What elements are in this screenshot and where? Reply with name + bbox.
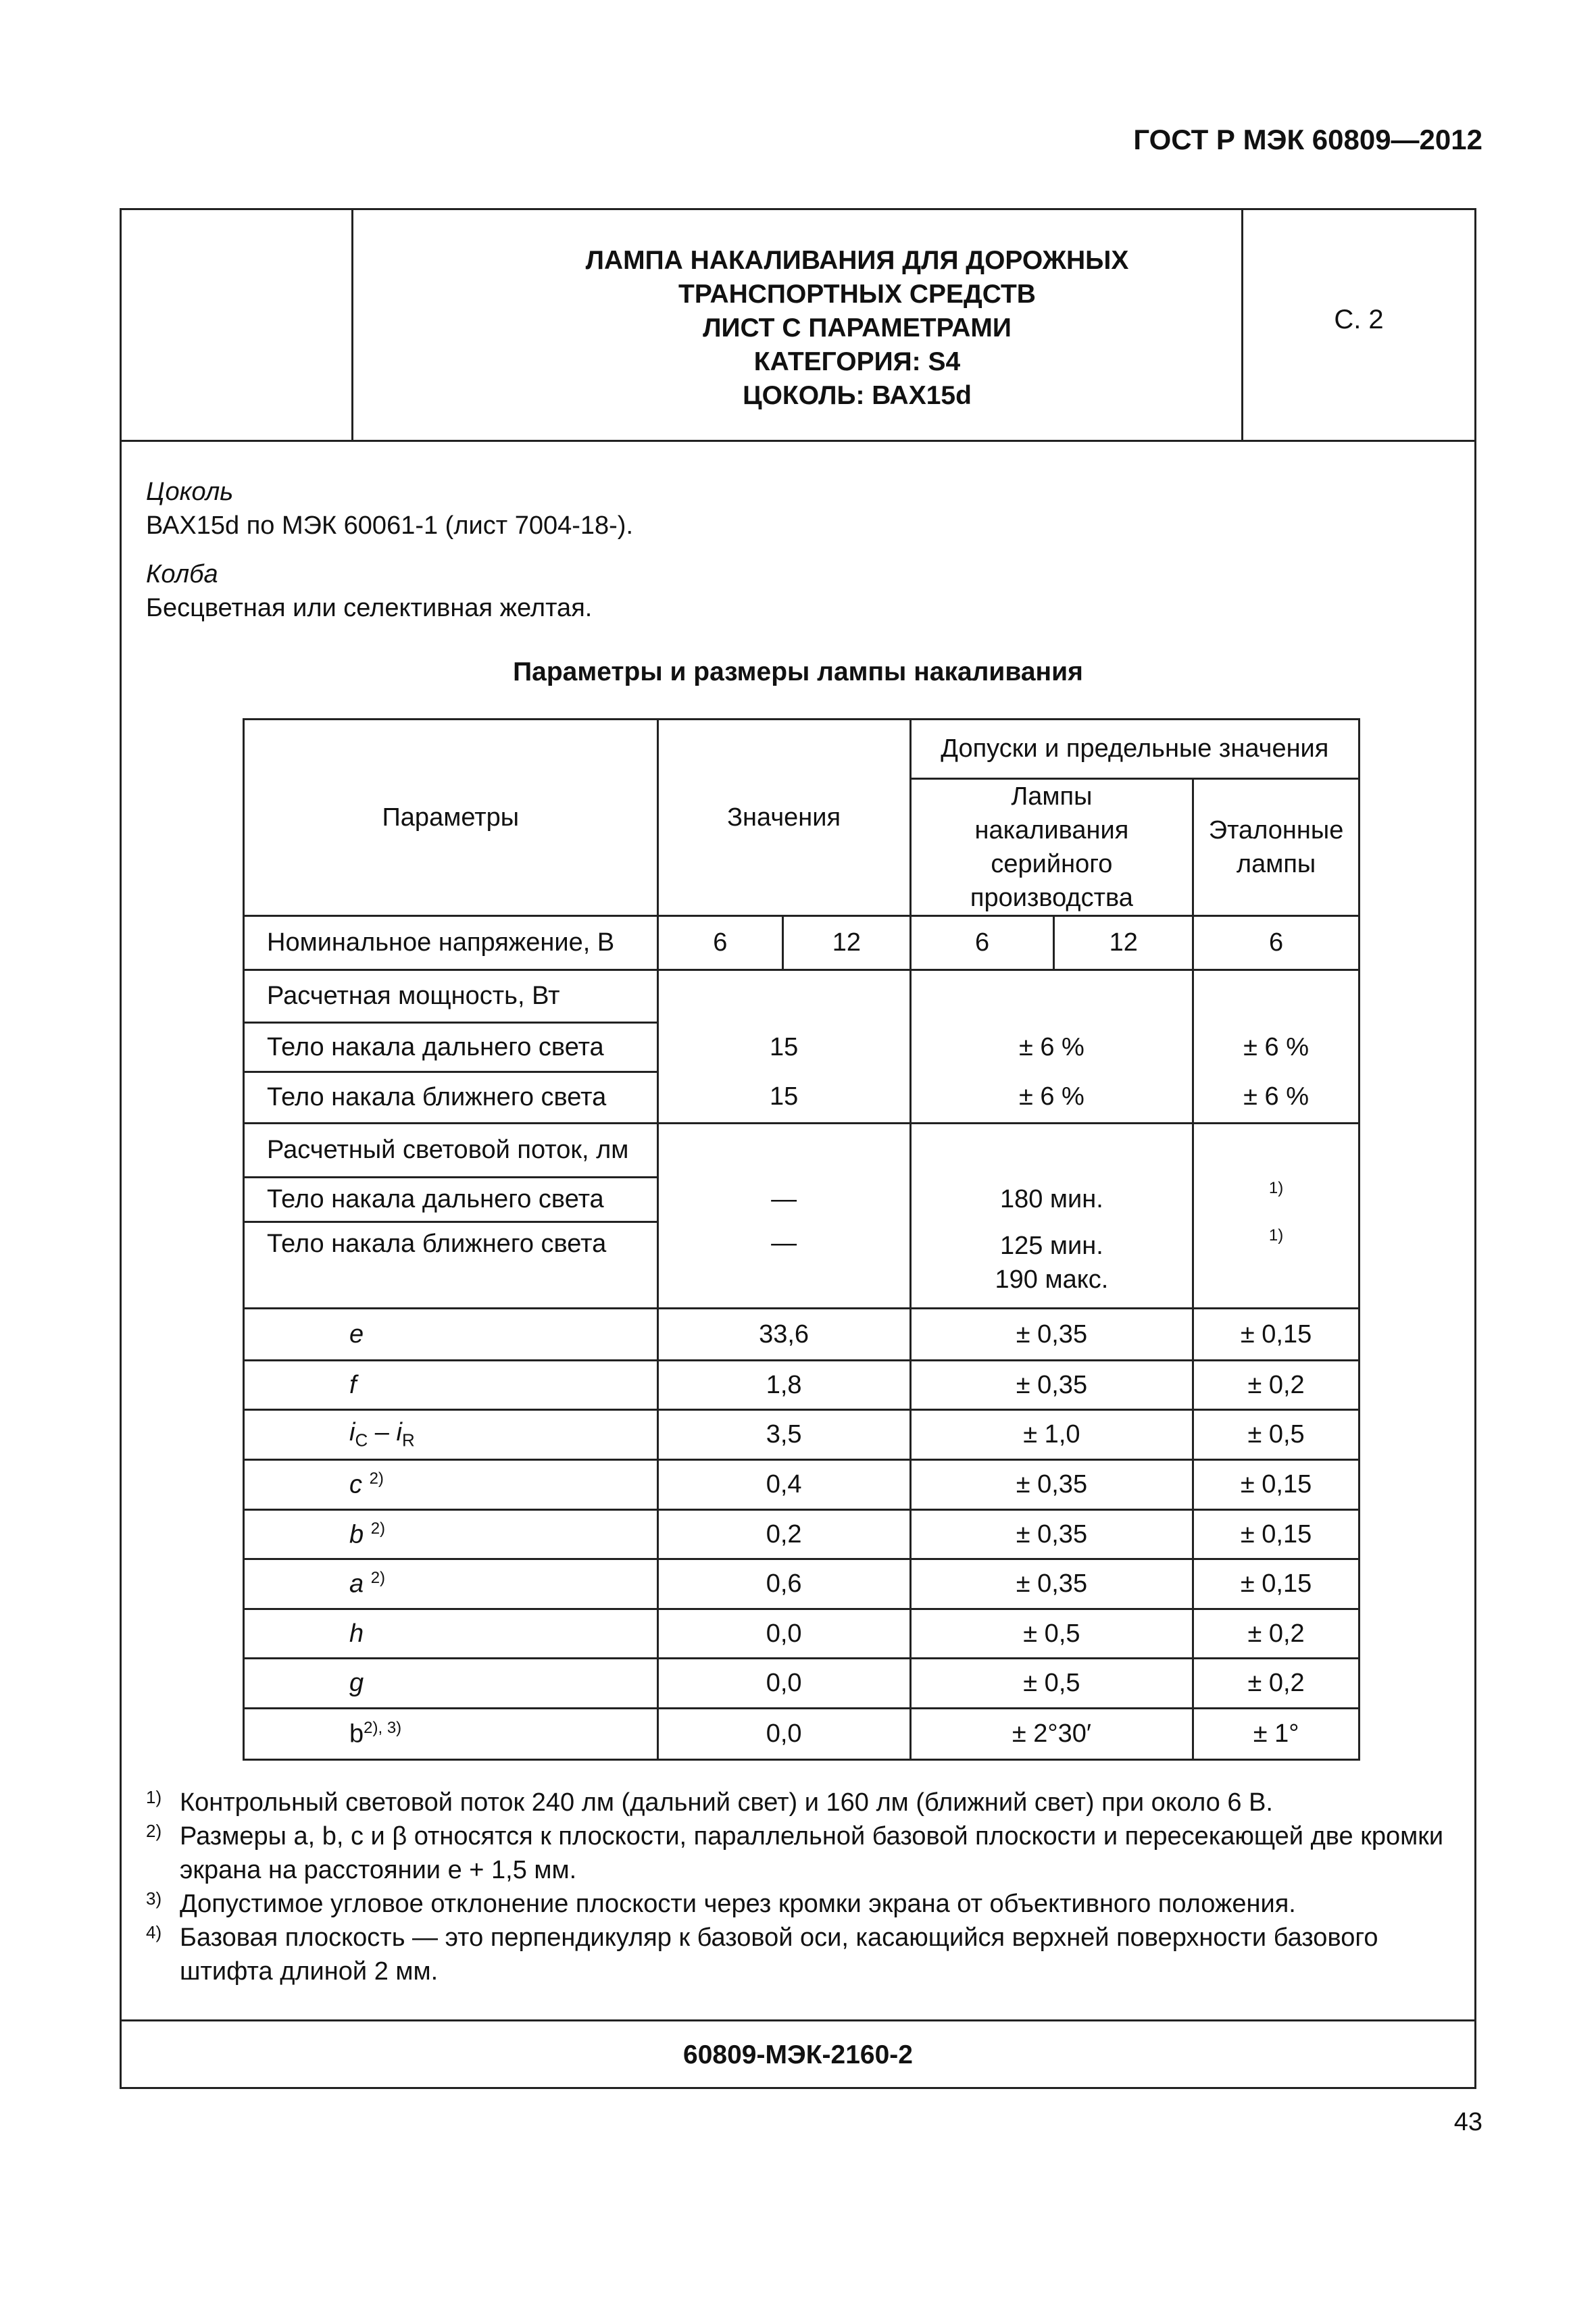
bulb-label: Колба xyxy=(146,560,218,588)
header-reference-text: Эталонные лампы xyxy=(1208,816,1344,878)
dim-ic-ir-value: 3,5 xyxy=(657,1410,910,1460)
flux-low-reference: 1) xyxy=(1193,1222,1360,1309)
dim-h-serial: ± 0,5 xyxy=(910,1609,1193,1659)
power-ref-empty xyxy=(1193,970,1360,1023)
dim-ic-ir-reference: ± 0,5 xyxy=(1193,1410,1360,1460)
dim-f-label: f xyxy=(244,1361,658,1410)
dim-e-label: e xyxy=(244,1309,658,1361)
flux-ref-empty xyxy=(1193,1124,1360,1178)
table-title: Параметры и размеры лампы накаливания xyxy=(513,657,1083,686)
dim-c-reference: ± 0,15 xyxy=(1193,1460,1360,1510)
sheet-frame xyxy=(120,208,1476,2089)
footnote-mark: 4) xyxy=(146,1922,162,1942)
dim-f-reference: ± 0,2 xyxy=(1193,1361,1360,1410)
dim-f-serial: ± 0,35 xyxy=(910,1361,1193,1410)
dim-c-note: 2) xyxy=(369,1469,384,1488)
ir-subscript: R xyxy=(401,1430,415,1451)
page-number: 43 xyxy=(1453,2108,1482,2136)
ic-subscript: C xyxy=(355,1430,368,1451)
footnote-text: Размеры a, b, c и β относятся к плоскости, параллельной базовой плоскости и пересекающей две кромки экрана на расстоянии e + 1,5 мм. xyxy=(180,1822,1444,1884)
sheet-footer xyxy=(122,2019,1474,2091)
voltage-serial-6: 6 xyxy=(910,916,1054,970)
standard-reference: ГОСТ Р МЭК 60809—2012 xyxy=(1133,124,1482,155)
dim-beta-note: 2), 3) xyxy=(364,1719,402,1738)
power-serial-empty xyxy=(910,970,1193,1023)
flux-low-value: — xyxy=(657,1222,910,1309)
header-serial-text: Лампы накаливания серийного производства xyxy=(970,782,1133,912)
dim-h-reference: ± 0,2 xyxy=(1193,1609,1360,1659)
power-low-serial: ± 6 % xyxy=(910,1072,1193,1124)
dim-g-serial: ± 0,5 xyxy=(910,1659,1193,1709)
header-reference xyxy=(1193,779,1360,916)
power-low-value: 15 xyxy=(657,1072,910,1124)
dim-ic-ir-serial: ± 1,0 xyxy=(910,1410,1193,1460)
dim-a-serial: ± 0,35 xyxy=(910,1559,1193,1609)
dim-a-reference: ± 0,15 xyxy=(1193,1559,1360,1609)
title-line: КАТЕГОРИЯ: S4 xyxy=(753,347,961,376)
dim-beta-reference: ± 1° xyxy=(1193,1709,1360,1760)
footnote-text: Контрольный световой поток 240 лм (дальний свет) и 160 лм (ближний свет) при около 6 В. xyxy=(180,1788,1273,1817)
power-high-label: Тело накала дальнего света xyxy=(244,1023,658,1072)
dim-b-note: 2) xyxy=(370,1519,386,1538)
dim-h-label: h xyxy=(244,1609,658,1659)
voltage-value-6: 6 xyxy=(657,916,783,970)
title-line: ЛИСТ С ПАРАМЕТРАМИ xyxy=(703,313,1012,343)
bulb-text: Бесцветная или селективная желтая. xyxy=(146,594,593,622)
voltage-label: Номинальное напряжение, В xyxy=(244,916,658,970)
voltage-serial-12: 12 xyxy=(1054,916,1193,970)
cap-label: Цоколь xyxy=(146,478,234,506)
title-line: ЛАМПА НАКАЛИВАНИЯ ДЛЯ ДОРОЖНЫХ xyxy=(585,246,1129,275)
power-label: Расчетная мощность, Вт xyxy=(244,970,658,1023)
dim-f-value: 1,8 xyxy=(657,1361,910,1410)
power-low-reference: ± 6 % xyxy=(1193,1072,1360,1124)
dim-b-serial: ± 0,35 xyxy=(910,1510,1193,1559)
dim-e-reference: ± 0,15 xyxy=(1193,1309,1360,1361)
dim-b-label xyxy=(244,1510,658,1559)
footnote-text: Допустимое угловое отклонение плоскости через кромки экрана от объективного положения. xyxy=(180,1890,1296,1918)
dim-beta-symbol: b xyxy=(349,1719,364,1749)
dim-beta-label xyxy=(244,1709,658,1760)
dim-a-symbol: a xyxy=(349,1569,364,1599)
ic-symbol: i xyxy=(349,1418,355,1447)
flux-value-empty xyxy=(657,1124,910,1178)
dim-g-label: g xyxy=(244,1659,658,1709)
ir-symbol: i xyxy=(396,1418,402,1447)
dim-e-serial: ± 0,35 xyxy=(910,1309,1193,1361)
header-blank-cell xyxy=(122,210,353,440)
footnote-mark: 1) xyxy=(146,1787,162,1807)
cap-text: ВАХ15d по МЭК 60061-1 (лист 7004-18-). xyxy=(146,511,634,540)
dim-b-value: 0,2 xyxy=(657,1510,910,1559)
dim-a-label xyxy=(244,1559,658,1609)
parameters-table xyxy=(243,718,1360,1761)
footnote-mark: 2) xyxy=(146,1821,162,1841)
flux-low-label: Тело накала ближнего света xyxy=(244,1222,658,1309)
flux-low-serial-max: 190 макс. xyxy=(995,1265,1109,1294)
power-value-empty xyxy=(657,970,910,1023)
dim-a-note: 2) xyxy=(370,1569,386,1588)
dim-e-value: 33,6 xyxy=(657,1309,910,1361)
flux-low-serial xyxy=(910,1222,1193,1309)
dim-g-reference: ± 0,2 xyxy=(1193,1659,1360,1709)
ic-dash: – xyxy=(368,1418,397,1447)
dim-g-value: 0,0 xyxy=(657,1659,910,1709)
dim-a-value: 0,6 xyxy=(657,1559,910,1609)
voltage-reference: 6 xyxy=(1193,916,1360,970)
header-serial xyxy=(910,779,1193,916)
sheet-header xyxy=(122,210,1474,442)
dim-h-value: 0,0 xyxy=(657,1609,910,1659)
dim-c-value: 0,4 xyxy=(657,1460,910,1510)
dim-b-symbol: b xyxy=(349,1520,364,1549)
power-high-reference: ± 6 % xyxy=(1193,1023,1360,1072)
flux-high-serial: 180 мин. xyxy=(910,1178,1193,1222)
flux-high-reference: 1) xyxy=(1193,1178,1360,1222)
title-line: ТРАНСПОРТНЫХ СРЕДСТВ xyxy=(678,280,1036,309)
title-line: ЦОКОЛЬ: ВАХ15d xyxy=(743,381,972,410)
sheet-title xyxy=(353,244,1361,413)
footnote-mark: 3) xyxy=(146,1888,162,1909)
footnote-text: Базовая плоскость — это перпендикуляр к базовой оси, касающийся верхней поверхности базового штифта длиной 2 мм. xyxy=(180,1923,1378,1986)
flux-label: Расчетный световой поток, лм xyxy=(244,1124,658,1178)
sheet-code: 60809-МЭК-2160-2 xyxy=(683,2040,913,2069)
dim-beta-value: 0,0 xyxy=(657,1709,910,1760)
flux-serial-empty xyxy=(910,1124,1193,1178)
header-params: Параметры xyxy=(244,720,658,916)
dim-c-symbol: c xyxy=(349,1470,362,1499)
dim-ic-ir-label xyxy=(244,1410,658,1460)
flux-high-label: Тело накала дальнего света xyxy=(244,1178,658,1222)
header-tolerances: Допуски и предельные значения xyxy=(910,720,1359,779)
dim-b-reference: ± 0,15 xyxy=(1193,1510,1360,1559)
dim-c-label xyxy=(244,1460,658,1510)
header-values: Значения xyxy=(657,720,910,916)
dim-beta-serial: ± 2°30′ xyxy=(910,1709,1193,1760)
voltage-value-12: 12 xyxy=(783,916,911,970)
sheet-page: С. 2 xyxy=(1334,305,1384,334)
flux-high-value: — xyxy=(657,1178,910,1222)
dim-c-serial: ± 0,35 xyxy=(910,1460,1193,1510)
power-high-value: 15 xyxy=(657,1023,910,1072)
power-low-label: Тело накала ближнего света xyxy=(244,1072,658,1124)
flux-low-serial-min: 125 мин. xyxy=(999,1231,1103,1260)
power-high-serial: ± 6 % xyxy=(910,1023,1193,1072)
